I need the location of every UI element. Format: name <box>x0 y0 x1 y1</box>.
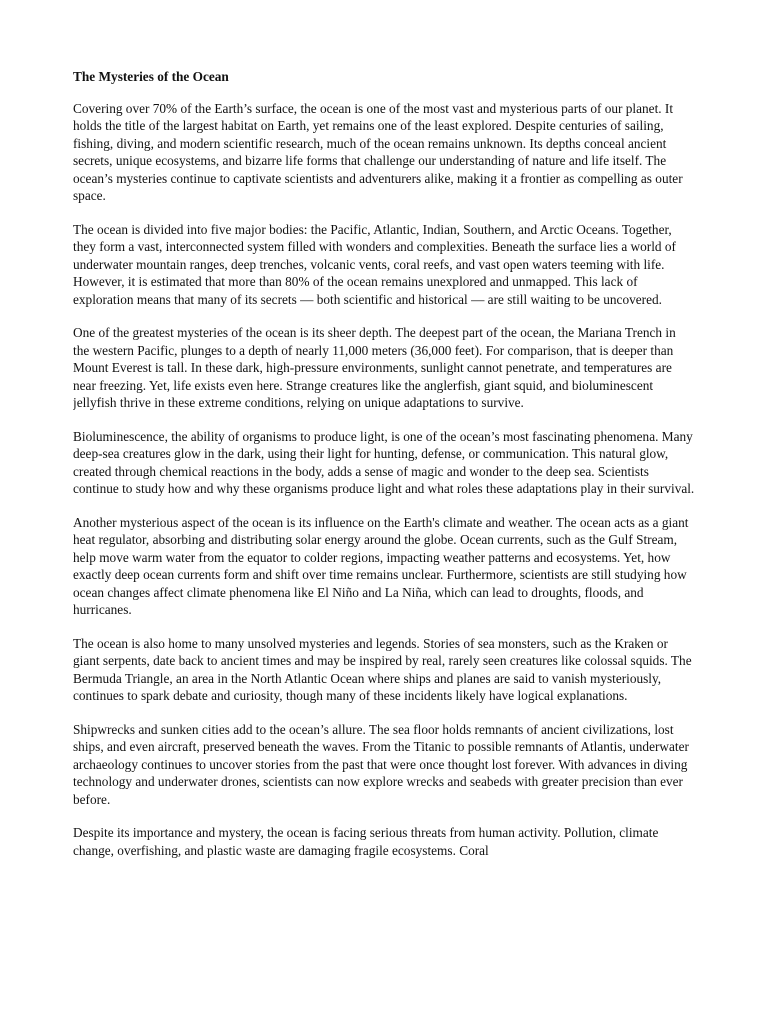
paragraph-1: Covering over 70% of the Earth’s surface, the ocean is one of the most vast and mysterious parts of our planet. It holds the title of the largest habitat on Earth, yet remains one of the least explored. Despite centuries of sailing, fishing, diving, and modern scientific research, much of the ocean remains unknown. Its depths conceal ancient secrets, unique ecosystems, and bizarre life forms that challenge our understanding of nature and life itself. The ocean’s mysteries continue to captivate scientists and adventurers alike, making it a frontier as compelling as outer space. <box>73 100 683 203</box>
paragraph-2: The ocean is divided into five major bodies: the Pacific, Atlantic, Indian, Southern, and Arctic Oceans. Together, they form a vast, interconnected system filled with wonders and complexities. Beneath the surface lies a world of underwater mountain ranges, deep trenches, volcanic vents, coral reefs, and vast open waters teeming with life. However, it is estimated that more than 80% of the ocean remains unexplored and unmapped. This lack of exploration means that many of its secrets — both scientific and historical — are still waiting to be uncovered. <box>73 221 676 307</box>
document-page <box>73 68 695 1024</box>
paragraph-7: Shipwrecks and sunken cities add to the ocean’s allure. The sea floor holds remnants of ancient civilizations, lost ships, and even aircraft, preserved beneath the waves. From the Titanic to possible remnants of Atlantis, underwater archaeology continues to uncover stories from the past that were once thought lost forever. With advances in diving technology and underwater drones, scientists can now explore wrecks and seabeds with greater precision than ever before. <box>73 721 689 807</box>
paragraph-5: Another mysterious aspect of the ocean is its influence on the Earth's climate and weather. The ocean acts as a giant heat regulator, absorbing and distributing solar energy around the globe. Ocean currents, such as the Gulf Stream, help move warm water from the equator to colder regions, impacting weather patterns and ecosystems. Yet, how exactly deep ocean currents form and shift over time remains unclear. Furthermore, scientists are still studying how ocean changes affect climate phenomena like El Niño and La Niña, which can lead to droughts, floods, and hurricanes. <box>73 514 689 617</box>
paragraph-4: Bioluminescence, the ability of organisms to produce light, is one of the ocean’s most fascinating phenomena. Many deep-sea creatures glow in the dark, using their light for hunting, defense, or communication. This natural glow, created through chemical reactions in the body, adds a sense of magic and wonder to the deep sea. Scientists continue to study how and why these organisms produce light and what roles these adaptations play in their survival. <box>73 428 695 496</box>
paragraph-6: The ocean is also home to many unsolved mysteries and legends. Stories of sea monsters, such as the Kraken or giant serpents, date back to ancient times and may be inspired by real, rarely seen creatures like colossal squids. The Bermuda Triangle, an area in the North Atlantic Ocean where ships and planes are said to vanish mysteriously, continues to spark debate and curiosity, though many of these incidents likely have logical explanations. <box>73 635 692 703</box>
document-title: The Mysteries of the Ocean <box>73 69 229 84</box>
paragraph-8: Despite its importance and mystery, the ocean is facing serious threats from human activity. Pollution, climate change, overfishing, and plastic waste are damaging fragile ecosystems. Coral <box>73 825 659 858</box>
paragraph-3: One of the greatest mysteries of the ocean is its sheer depth. The deepest part of the ocean, the Mariana Trench in the western Pacific, plunges to a depth of nearly 11,000 meters (36,000 feet). For comparison, that is deeper than Mount Everest is tall. In these dark, high-pressure environments, sunlight cannot penetrate, and temperatures are near freezing. Yet, life exists even here. Strange creatures like the anglerfish, giant squid, and bioluminescent jellyfish thrive in these extreme conditions, relying on unique adaptations to survive. <box>73 325 676 410</box>
